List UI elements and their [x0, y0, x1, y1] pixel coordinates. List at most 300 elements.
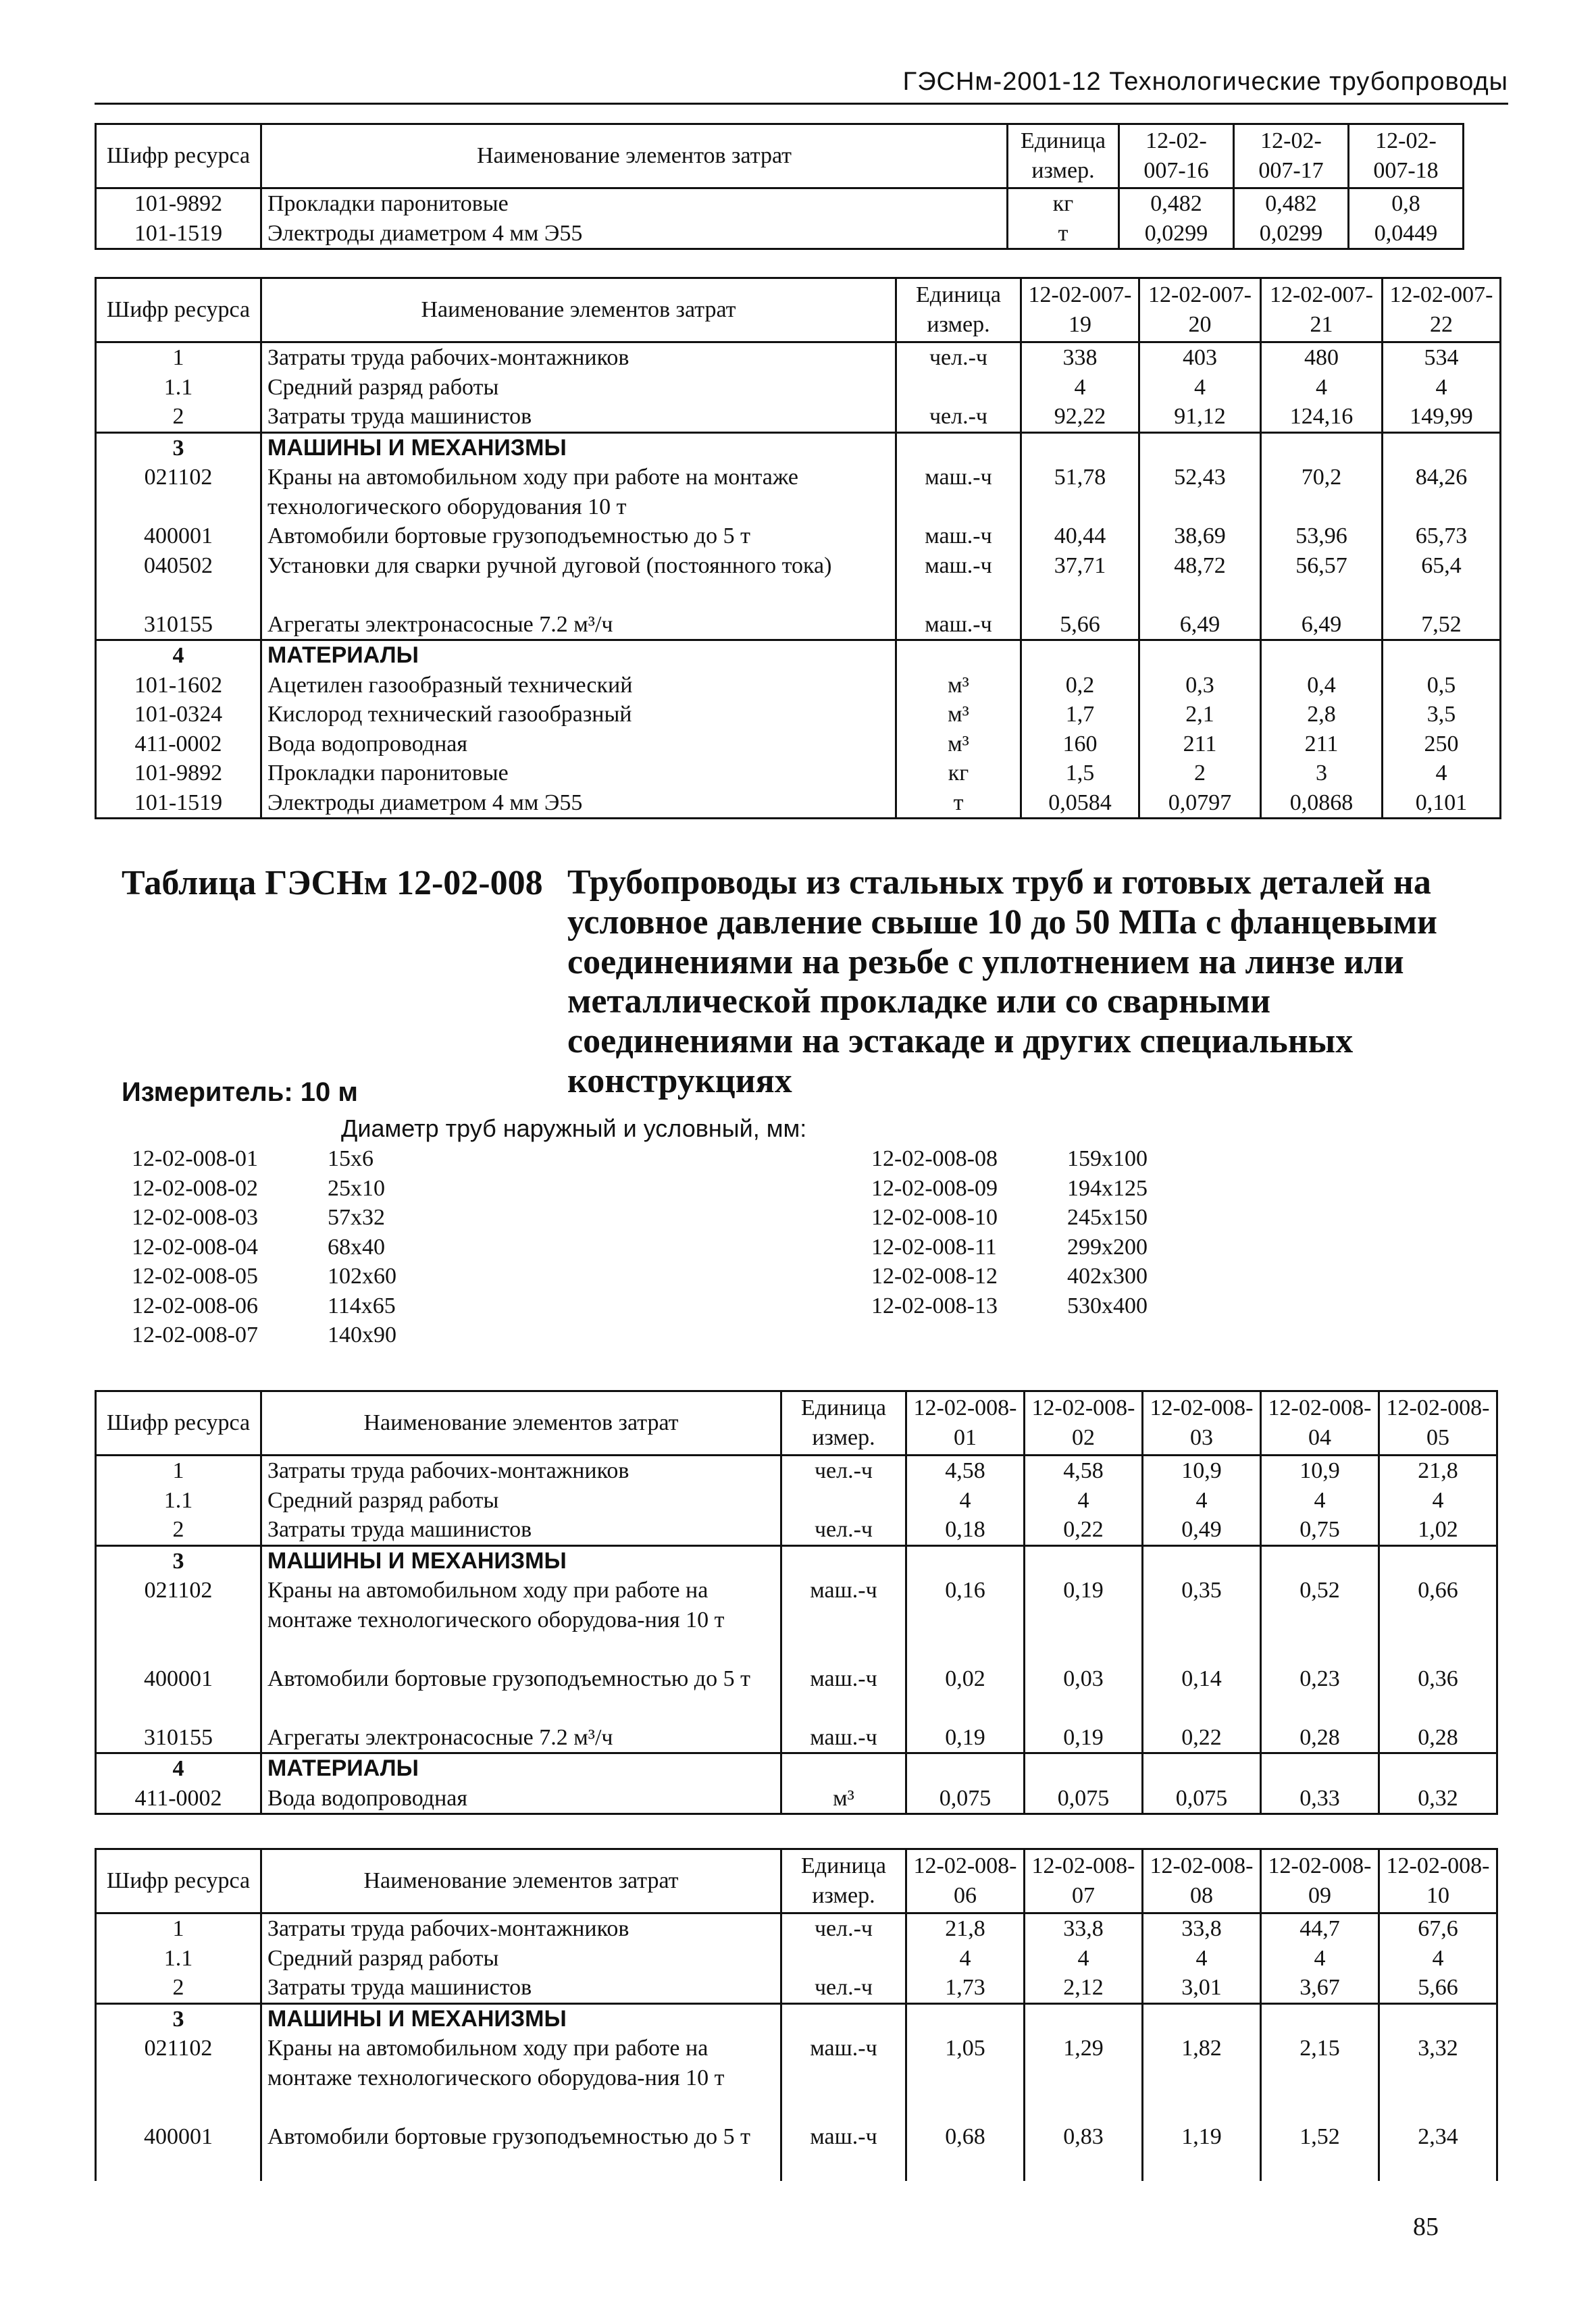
pipe-size: 68x40: [328, 1234, 385, 1260]
column-header: 12-02-007-20: [1139, 278, 1261, 342]
norm-value: 211: [1261, 729, 1383, 759]
column-header: 12-02-008-07: [1025, 1849, 1143, 1913]
norm-value: [1025, 1753, 1143, 1784]
table-row: [96, 463, 1501, 521]
pipe-size: 194x125: [1067, 1175, 1148, 1201]
diameter-list-item: [871, 1291, 1148, 1321]
unit-of-measure: [781, 1486, 906, 1516]
pipe-size: 245x150: [1067, 1205, 1148, 1230]
cost-item-name: Автомобили бортовые грузоподъемностью до 5 т: [261, 2122, 781, 2181]
resource-code: 021102: [96, 1576, 261, 1664]
table-row: [96, 1913, 1497, 1944]
unit-of-measure: [896, 432, 1021, 463]
norm-value: 4: [1143, 1944, 1261, 1974]
measure-unit: Измеритель: 10 м: [122, 1077, 358, 1107]
pipe-size: 299x200: [1067, 1234, 1148, 1260]
norm-value: 0,075: [1143, 1784, 1261, 1814]
table-row: [96, 432, 1501, 463]
resource-code: 3: [96, 432, 261, 463]
resource-code: 4: [96, 1753, 261, 1784]
table-row: [96, 1576, 1497, 1664]
cost-item-name: Затраты труда машинистов: [261, 1515, 781, 1545]
unit-of-measure: [781, 1545, 906, 1576]
resource-code: 3: [96, 1545, 261, 1576]
resource-code: 101-9892: [96, 759, 261, 788]
resource-code: 1: [96, 1913, 261, 1944]
resource-code: 400001: [96, 2122, 261, 2181]
norm-value: 10,9: [1143, 1456, 1261, 1486]
norm-value: 1,05: [906, 2034, 1025, 2122]
norm-code: 12-02-008-02: [132, 1175, 258, 1201]
norm-value: 4: [1379, 1944, 1497, 1974]
norm-value: 1,73: [906, 1973, 1025, 2003]
pipe-size: 57x32: [328, 1205, 385, 1230]
cost-item-name: Агрегаты электронасосные 7.2 м³/ч: [261, 610, 896, 640]
table-row: [96, 1664, 1497, 1723]
norm-value: 0,101: [1383, 788, 1501, 819]
norm-code: 12-02-008-08: [871, 1146, 998, 1171]
norm-value: 21,8: [1379, 1456, 1497, 1486]
norm-code: 12-02-008-13: [871, 1293, 998, 1318]
table-row: [96, 1784, 1497, 1814]
unit-of-measure: [781, 2003, 906, 2034]
norm-value: 480: [1261, 342, 1383, 373]
norm-value: 4: [1025, 1486, 1143, 1516]
section-heading: МАТЕРИАЛЫ: [261, 1753, 781, 1784]
column-header: 12-02-008-06: [906, 1849, 1025, 1913]
cost-table-008-06-10: [95, 1848, 1498, 2181]
norm-code: 12-02-008-04: [132, 1234, 258, 1260]
norm-value: 0,482: [1234, 188, 1349, 219]
norm-value: 338: [1021, 342, 1139, 373]
norm-value: [1379, 1753, 1497, 1784]
table-row: [96, 700, 1501, 729]
column-header: Единица измер.: [781, 1849, 906, 1913]
norm-value: 0,0449: [1349, 219, 1464, 249]
norm-value: 65,4: [1383, 551, 1501, 610]
norm-value: 1,7: [1021, 700, 1139, 729]
norm-value: 3,32: [1379, 2034, 1497, 2122]
column-header: 12-02-008-09: [1261, 1849, 1379, 1913]
diameter-list-item: [132, 1262, 396, 1291]
norm-value: 2,12: [1025, 1973, 1143, 2003]
unit-of-measure: чел.-ч: [781, 1456, 906, 1486]
norm-value: 0,3: [1139, 671, 1261, 700]
page-number: 85: [1413, 2213, 1439, 2241]
unit-of-measure: м³: [896, 729, 1021, 759]
norm-value: 2,34: [1379, 2122, 1497, 2181]
column-header: Наименование элементов затрат: [261, 278, 896, 342]
norm-value: 403: [1139, 342, 1261, 373]
norm-value: [1383, 640, 1501, 671]
norm-value: 2: [1139, 759, 1261, 788]
norm-code: 12-02-008-05: [132, 1264, 258, 1289]
pipe-size: 15x6: [328, 1146, 374, 1171]
norm-value: 0,68: [906, 2122, 1025, 2181]
norm-code: 12-02-008-09: [871, 1175, 998, 1201]
table-row: [96, 1973, 1497, 2003]
norm-value: 91,12: [1139, 402, 1261, 432]
unit-of-measure: [896, 373, 1021, 403]
resource-code: 411-0002: [96, 729, 261, 759]
norm-value: 38,69: [1139, 521, 1261, 551]
norm-value: 1,5: [1021, 759, 1139, 788]
norm-value: 0,22: [1025, 1515, 1143, 1545]
norm-value: [1379, 2003, 1497, 2034]
norm-value: [1261, 640, 1383, 671]
norm-value: 3,01: [1143, 1973, 1261, 2003]
cost-item-name: Затраты труда рабочих-монтажников: [261, 1456, 781, 1486]
cost-item-name: Агрегаты электронасосные 7.2 м³/ч: [261, 1723, 781, 1753]
diameter-list-left: [132, 1144, 396, 1350]
norm-code: 12-02-008-03: [132, 1205, 258, 1230]
cost-item-name: Вода водопроводная: [261, 1784, 781, 1814]
norm-value: 0,32: [1379, 1784, 1497, 1814]
unit-of-measure: маш.-ч: [781, 1576, 906, 1664]
norm-value: 53,96: [1261, 521, 1383, 551]
norm-value: [1261, 2003, 1379, 2034]
cost-item-name: Затраты труда рабочих-монтажников: [261, 342, 896, 373]
norm-value: 160: [1021, 729, 1139, 759]
pipe-size: 402x300: [1067, 1264, 1148, 1289]
pipe-size: 102x60: [328, 1264, 396, 1289]
column-header: Шифр ресурса: [96, 1849, 261, 1913]
resource-code: 310155: [96, 610, 261, 640]
column-header: Единица измер.: [1008, 124, 1119, 188]
norm-value: [1383, 432, 1501, 463]
norm-value: 5,66: [1379, 1973, 1497, 2003]
column-header: 12-02-007-17: [1234, 124, 1349, 188]
norm-value: [1139, 640, 1261, 671]
unit-of-measure: чел.-ч: [781, 1515, 906, 1545]
column-header: Наименование элементов затрат: [261, 124, 1008, 188]
norm-value: 5,66: [1021, 610, 1139, 640]
column-header: Наименование элементов затрат: [261, 1849, 781, 1913]
cost-item-name: Краны на автомобильном ходу при работе на монтаже технологического оборудова-ния 10 т: [261, 1576, 781, 1664]
table-row: [96, 671, 1501, 700]
norm-value: 2,8: [1261, 700, 1383, 729]
norm-value: [1261, 432, 1383, 463]
diameter-list-item: [871, 1203, 1148, 1233]
unit-of-measure: [781, 1753, 906, 1784]
resource-code: 310155: [96, 1723, 261, 1753]
table-row: [96, 640, 1501, 671]
table-row: [96, 2003, 1497, 2034]
norm-value: 84,26: [1383, 463, 1501, 521]
norm-value: 0,075: [1025, 1784, 1143, 1814]
table-row: [96, 2034, 1497, 2122]
norm-value: 10,9: [1261, 1456, 1379, 1486]
table-row: [96, 1753, 1497, 1784]
unit-of-measure: кг: [896, 759, 1021, 788]
cost-item-name: Средний разряд работы: [261, 373, 896, 403]
norm-value: 4: [906, 1944, 1025, 1974]
unit-of-measure: чел.-ч: [781, 1913, 906, 1944]
resource-code: 101-0324: [96, 700, 261, 729]
diameter-list-item: [132, 1174, 396, 1204]
column-header: 12-02-008-08: [1143, 1849, 1261, 1913]
norm-value: 211: [1139, 729, 1261, 759]
norm-value: 70,2: [1261, 463, 1383, 521]
norm-value: 65,73: [1383, 521, 1501, 551]
diameter-list-item: [871, 1174, 1148, 1204]
norm-value: 0,0584: [1021, 788, 1139, 819]
unit-of-measure: маш.-ч: [781, 1723, 906, 1753]
cost-table-007-16-18: [95, 123, 1464, 250]
norm-value: 0,52: [1261, 1576, 1379, 1664]
section-heading: МАШИНЫ И МЕХАНИЗМЫ: [261, 432, 896, 463]
norm-value: 124,16: [1261, 402, 1383, 432]
norm-value: 0,66: [1379, 1576, 1497, 1664]
norm-value: 6,49: [1139, 610, 1261, 640]
norm-value: 0,28: [1261, 1723, 1379, 1753]
norm-value: 4: [1143, 1486, 1261, 1516]
unit-of-measure: м³: [896, 671, 1021, 700]
column-header: Шифр ресурса: [96, 124, 261, 188]
section-title: Трубопроводы из стальных труб и готовых деталей на условное давление свыше 10 до 50 МПа с фланцевыми соединениями на резьбе с уплотнением на линзе или металлической прокладке или со сварными соединениями на эстакаде и других специальных конструкциях: [567, 863, 1438, 1100]
cost-item-name: Средний разряд работы: [261, 1944, 781, 1974]
norm-value: 0,18: [906, 1515, 1025, 1545]
table-row: [96, 788, 1501, 819]
norm-value: 0,03: [1025, 1664, 1143, 1723]
header-rule: [95, 103, 1508, 105]
norm-code: 12-02-008-06: [132, 1293, 258, 1318]
cost-table-007-19-22: [95, 277, 1501, 819]
cost-item-name: Краны на автомобильном ходу при работе на монтаже технологического оборудования 10 т: [261, 463, 896, 521]
norm-value: 0,49: [1143, 1515, 1261, 1545]
resource-code: 101-1602: [96, 671, 261, 700]
column-header: 12-02-007-21: [1261, 278, 1383, 342]
norm-value: [1261, 1753, 1379, 1784]
resource-code: 1: [96, 1456, 261, 1486]
norm-value: [1261, 1545, 1379, 1576]
norm-value: 0,0299: [1119, 219, 1234, 249]
cost-item-name: Вода водопроводная: [261, 729, 896, 759]
norm-value: 1,82: [1143, 2034, 1261, 2122]
resource-code: 400001: [96, 521, 261, 551]
norm-value: 33,8: [1143, 1913, 1261, 1944]
cost-table-008-01-05: [95, 1390, 1498, 1815]
resource-code: 1.1: [96, 1944, 261, 1974]
cost-item-name: Ацетилен газообразный технический: [261, 671, 896, 700]
cost-item-name: Электроды диаметром 4 мм Э55: [261, 219, 1008, 249]
resource-code: 021102: [96, 463, 261, 521]
table-row: [96, 1515, 1497, 1545]
norm-value: 3,67: [1261, 1973, 1379, 2003]
unit-of-measure: маш.-ч: [896, 551, 1021, 610]
unit-of-measure: [896, 640, 1021, 671]
norm-value: [1143, 1545, 1261, 1576]
unit-of-measure: кг: [1008, 188, 1119, 219]
resource-code: 040502: [96, 551, 261, 610]
table-row: [96, 1944, 1497, 1974]
norm-value: 3: [1261, 759, 1383, 788]
column-header: 12-02-007-16: [1119, 124, 1234, 188]
cost-item-name: Средний разряд работы: [261, 1486, 781, 1516]
norm-value: 2,1: [1139, 700, 1261, 729]
norm-code: 12-02-008-11: [871, 1234, 997, 1260]
diameter-caption: Диаметр труб наружный и условный, мм:: [341, 1114, 807, 1142]
unit-of-measure: м³: [781, 1784, 906, 1814]
norm-value: 0,14: [1143, 1664, 1261, 1723]
norm-code: 12-02-008-01: [132, 1146, 258, 1171]
norm-value: 1,19: [1143, 2122, 1261, 2181]
norm-value: 33,8: [1025, 1913, 1143, 1944]
norm-value: 21,8: [906, 1913, 1025, 1944]
norm-value: [1379, 1545, 1497, 1576]
norm-value: 0,19: [1025, 1723, 1143, 1753]
resource-code: 1.1: [96, 1486, 261, 1516]
unit-of-measure: чел.-ч: [781, 1973, 906, 2003]
norm-value: 2,15: [1261, 2034, 1379, 2122]
resource-code: 1.1: [96, 373, 261, 403]
diameter-list-item: [132, 1291, 396, 1321]
norm-value: 0,35: [1143, 1576, 1261, 1664]
norm-value: 250: [1383, 729, 1501, 759]
section-heading: МАТЕРИАЛЫ: [261, 640, 896, 671]
column-header: 12-02-008-04: [1261, 1391, 1379, 1456]
table-row: [96, 759, 1501, 788]
section-heading: МАШИНЫ И МЕХАНИЗМЫ: [261, 1545, 781, 1576]
table-row: [96, 1486, 1497, 1516]
diameter-list-item: [132, 1320, 396, 1350]
pipe-size: 159x100: [1067, 1146, 1148, 1171]
norm-value: 0,36: [1379, 1664, 1497, 1723]
column-header: 12-02-008-03: [1143, 1391, 1261, 1456]
column-header: Шифр ресурса: [96, 278, 261, 342]
norm-value: 1,52: [1261, 2122, 1379, 2181]
norm-value: [906, 1545, 1025, 1576]
norm-value: 0,33: [1261, 1784, 1379, 1814]
norm-value: [1025, 2003, 1143, 2034]
norm-value: [1143, 2003, 1261, 2034]
unit-of-measure: маш.-ч: [896, 610, 1021, 640]
cost-item-name: Затраты труда машинистов: [261, 402, 896, 432]
norm-value: 4: [906, 1486, 1025, 1516]
unit-of-measure: т: [1008, 219, 1119, 249]
column-header: 12-02-008-05: [1379, 1391, 1497, 1456]
diameter-list-item: [132, 1203, 396, 1233]
section-heading: МАШИНЫ И МЕХАНИЗМЫ: [261, 2003, 781, 2034]
resource-code: 101-1519: [96, 788, 261, 819]
unit-of-measure: [781, 1944, 906, 1974]
table-row: [96, 729, 1501, 759]
norm-value: 0,22: [1143, 1723, 1261, 1753]
norm-value: 4,58: [1025, 1456, 1143, 1486]
norm-value: [1021, 432, 1139, 463]
pipe-size: 140x90: [328, 1322, 396, 1347]
table-row: [96, 342, 1501, 373]
norm-value: 0,0299: [1234, 219, 1349, 249]
norm-value: 48,72: [1139, 551, 1261, 610]
norm-value: 0,0868: [1261, 788, 1383, 819]
column-header: 12-02-008-10: [1379, 1849, 1497, 1913]
cost-item-name: Установки для сварки ручной дуговой (постоянного тока): [261, 551, 896, 610]
unit-of-measure: маш.-ч: [781, 2034, 906, 2122]
resource-code: 101-1519: [96, 219, 261, 249]
norm-value: 534: [1383, 342, 1501, 373]
resource-code: 400001: [96, 1664, 261, 1723]
resource-code: 1: [96, 342, 261, 373]
diameter-list-item: [132, 1144, 396, 1174]
table-row: [96, 373, 1501, 403]
norm-value: 92,22: [1021, 402, 1139, 432]
resource-code: 2: [96, 402, 261, 432]
running-header: ГЭСНм-2001-12 Технологические трубопроводы: [902, 68, 1508, 96]
norm-value: 149,99: [1383, 402, 1501, 432]
table-row: [96, 2122, 1497, 2181]
norm-value: 37,71: [1021, 551, 1139, 610]
norm-value: 0,16: [906, 1576, 1025, 1664]
unit-of-measure: маш.-ч: [896, 521, 1021, 551]
column-header: 12-02-007-22: [1383, 278, 1501, 342]
pipe-size: 114x65: [328, 1293, 396, 1318]
norm-value: 40,44: [1021, 521, 1139, 551]
diameter-list-item: [871, 1233, 1148, 1262]
diameter-list-item: [871, 1262, 1148, 1291]
unit-of-measure: м³: [896, 700, 1021, 729]
norm-value: 4: [1261, 1486, 1379, 1516]
pipe-size: 530x400: [1067, 1293, 1148, 1318]
norm-value: 56,57: [1261, 551, 1383, 610]
norm-value: 0,2: [1021, 671, 1139, 700]
table-row: [96, 1723, 1497, 1753]
column-header: Наименование элементов затрат: [261, 1391, 781, 1456]
cost-item-name: Электроды диаметром 4 мм Э55: [261, 788, 896, 819]
norm-value: 3,5: [1383, 700, 1501, 729]
norm-value: 0,0797: [1139, 788, 1261, 819]
norm-value: 0,02: [906, 1664, 1025, 1723]
table-row: [96, 1456, 1497, 1486]
resource-code: 411-0002: [96, 1784, 261, 1814]
norm-value: 1,29: [1025, 2034, 1143, 2122]
cost-item-name: Прокладки паронитовые: [261, 188, 1008, 219]
resource-code: 2: [96, 1515, 261, 1545]
norm-value: 4: [1261, 1944, 1379, 1974]
column-header: 12-02-007-18: [1349, 124, 1464, 188]
cost-item-name: Автомобили бортовые грузоподъемностью до 5 т: [261, 521, 896, 551]
norm-value: 4: [1383, 373, 1501, 403]
table-row: [96, 610, 1501, 640]
pipe-size: 25x10: [328, 1175, 385, 1201]
resource-code: 101-9892: [96, 188, 261, 219]
norm-value: 52,43: [1139, 463, 1261, 521]
column-header: 12-02-007-19: [1021, 278, 1139, 342]
norm-value: 4: [1025, 1944, 1143, 1974]
table-row: [96, 219, 1464, 249]
norm-value: 4: [1379, 1486, 1497, 1516]
norm-value: 0,075: [906, 1784, 1025, 1814]
norm-value: 0,75: [1261, 1515, 1379, 1545]
norm-value: 0,482: [1119, 188, 1234, 219]
cost-item-name: Краны на автомобильном ходу при работе на монтаже технологического оборудова-ния 10 т: [261, 2034, 781, 2122]
column-header: 12-02-008-01: [906, 1391, 1025, 1456]
norm-code: 12-02-008-12: [871, 1264, 998, 1289]
norm-value: 6,49: [1261, 610, 1383, 640]
norm-value: 0,4: [1261, 671, 1383, 700]
norm-value: 51,78: [1021, 463, 1139, 521]
column-header: 12-02-008-02: [1025, 1391, 1143, 1456]
unit-of-measure: т: [896, 788, 1021, 819]
norm-value: [906, 2003, 1025, 2034]
norm-value: 0,83: [1025, 2122, 1143, 2181]
norm-value: 4: [1261, 373, 1383, 403]
resource-code: 021102: [96, 2034, 261, 2122]
norm-value: 0,19: [906, 1723, 1025, 1753]
table-row: [96, 402, 1501, 432]
column-header: Единица измер.: [896, 278, 1021, 342]
norm-value: 0,19: [1025, 1576, 1143, 1664]
